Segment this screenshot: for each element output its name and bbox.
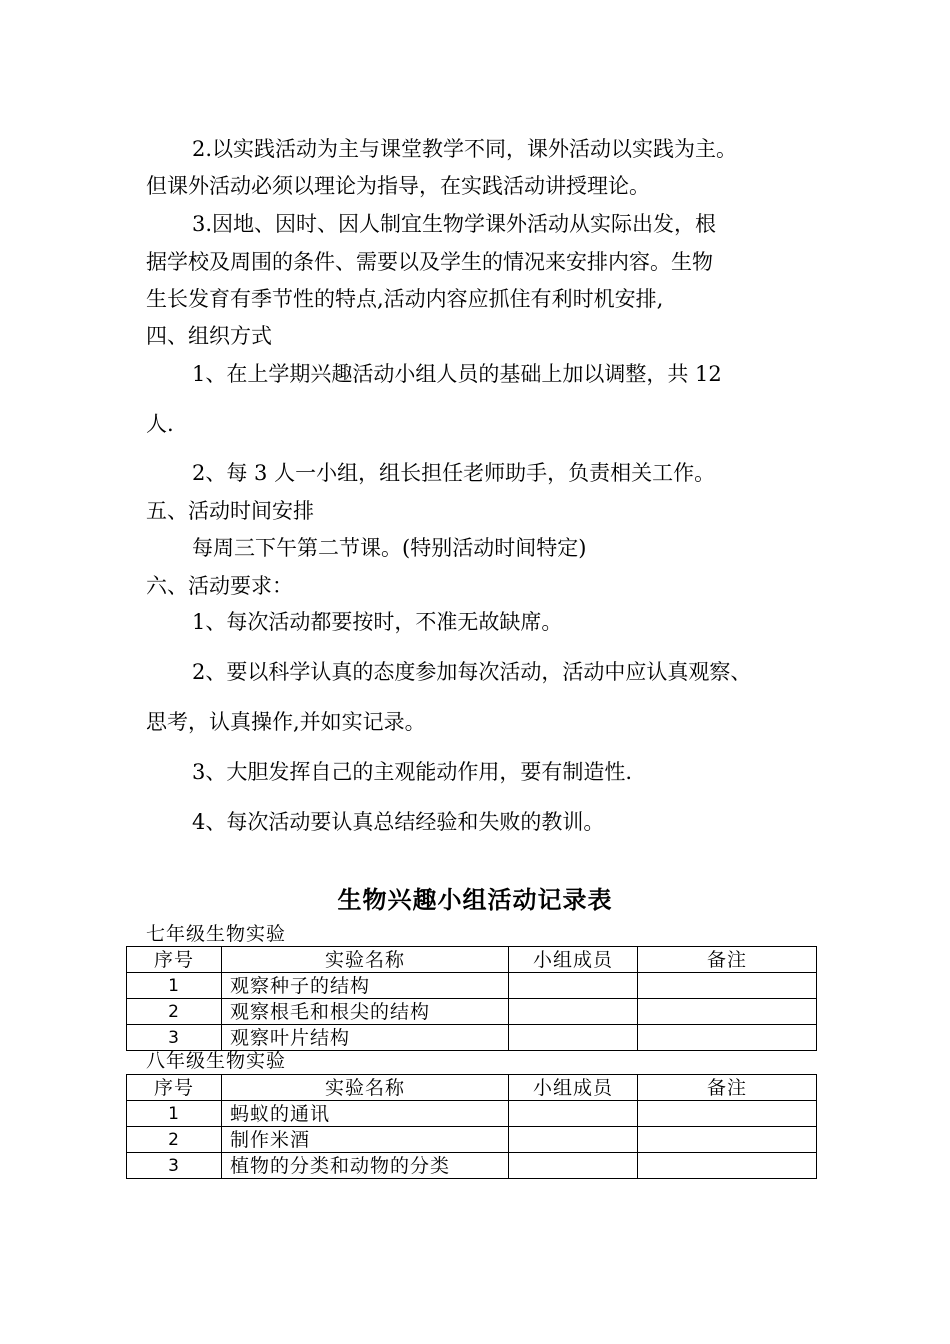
row-note (638, 973, 817, 999)
header-no: 序号 (127, 947, 222, 973)
row-members (509, 973, 638, 999)
row-no: 1 (127, 1101, 222, 1127)
paragraph-line: 2.以实践活动为主与课堂教学不同，课外活动以实践为主。 (192, 137, 738, 161)
grade8-caption: 八年级生物实验 (146, 1050, 287, 1072)
paragraph-line: 人. (146, 412, 174, 436)
row-name: 观察种子的结构 (222, 973, 509, 999)
header-note: 备注 (638, 1075, 817, 1101)
grade7-table (126, 946, 817, 1051)
row-members (509, 999, 638, 1025)
table-row (127, 1153, 817, 1179)
table-header-row (127, 1075, 817, 1101)
header-name: 实验名称 (222, 1075, 509, 1101)
header-name: 实验名称 (222, 947, 509, 973)
section-heading: 四、组织方式 (146, 324, 272, 348)
paragraph-line: 2、每 3 人一小组，组长担任老师助手，负责相关工作。 (192, 461, 716, 485)
row-note (638, 1153, 817, 1179)
record-table-title: 生物兴趣小组活动记录表 (337, 885, 613, 914)
table-row (127, 973, 817, 999)
row-note (638, 999, 817, 1025)
row-no: 3 (127, 1025, 222, 1051)
paragraph-line: 思考，认真操作,并如实记录。 (146, 710, 426, 734)
row-note (638, 1025, 817, 1051)
row-members (509, 1127, 638, 1153)
row-members (509, 1025, 638, 1051)
paragraph-line: 4、每次活动要认真总结经验和失败的教训。 (192, 810, 605, 834)
table-row (127, 999, 817, 1025)
row-note (638, 1127, 817, 1153)
paragraph-line: 但课外活动必须以理论为指导，在实践活动讲授理论。 (146, 174, 650, 198)
row-no: 2 (127, 1127, 222, 1153)
section-heading: 五、活动时间安排 (146, 499, 314, 523)
row-members (509, 1101, 638, 1127)
header-note: 备注 (638, 947, 817, 973)
table-header-row (127, 947, 817, 973)
table-row (127, 1025, 817, 1051)
row-name: 观察叶片结构 (222, 1025, 509, 1051)
row-members (509, 1153, 638, 1179)
paragraph-line: 2、要以科学认真的态度参加每次活动，活动中应认真观察、 (192, 660, 752, 684)
row-name: 蚂蚁的通讯 (222, 1101, 509, 1127)
table-row (127, 1127, 817, 1153)
header-members: 小组成员 (509, 1075, 638, 1101)
paragraph-line: 据学校及周围的条件、需要以及学生的情况来安排内容。生物 (146, 250, 713, 274)
header-members: 小组成员 (509, 947, 638, 973)
row-note (638, 1101, 817, 1127)
paragraph-line: 生长发育有季节性的特点,活动内容应抓住有利时机安排, (146, 287, 664, 311)
row-name: 观察根毛和根尖的结构 (222, 999, 509, 1025)
row-no: 3 (127, 1153, 222, 1179)
paragraph-line: 每周三下午第二节课。(特别活动时间特定) (192, 536, 587, 560)
grade8-table (126, 1074, 817, 1179)
row-no: 2 (127, 999, 222, 1025)
paragraph-line: 3.因地、因时、因人制宜生物学课外活动从实际出发，根 (192, 212, 717, 236)
grade7-caption: 七年级生物实验 (146, 923, 287, 945)
header-no: 序号 (127, 1075, 222, 1101)
section-heading: 六、活动要求： (146, 574, 293, 598)
paragraph-line: 3、大胆发挥自己的主观能动作用，要有制造性. (192, 760, 633, 784)
table-row (127, 1101, 817, 1127)
row-name: 制作米酒 (222, 1127, 509, 1153)
paragraph-line: 1、每次活动都要按时，不准无故缺席。 (192, 610, 563, 634)
row-no: 1 (127, 973, 222, 999)
row-name: 植物的分类和动物的分类 (222, 1153, 509, 1179)
paragraph-line: 1、在上学期兴趣活动小组人员的基础上加以调整，共 12 (192, 362, 722, 386)
